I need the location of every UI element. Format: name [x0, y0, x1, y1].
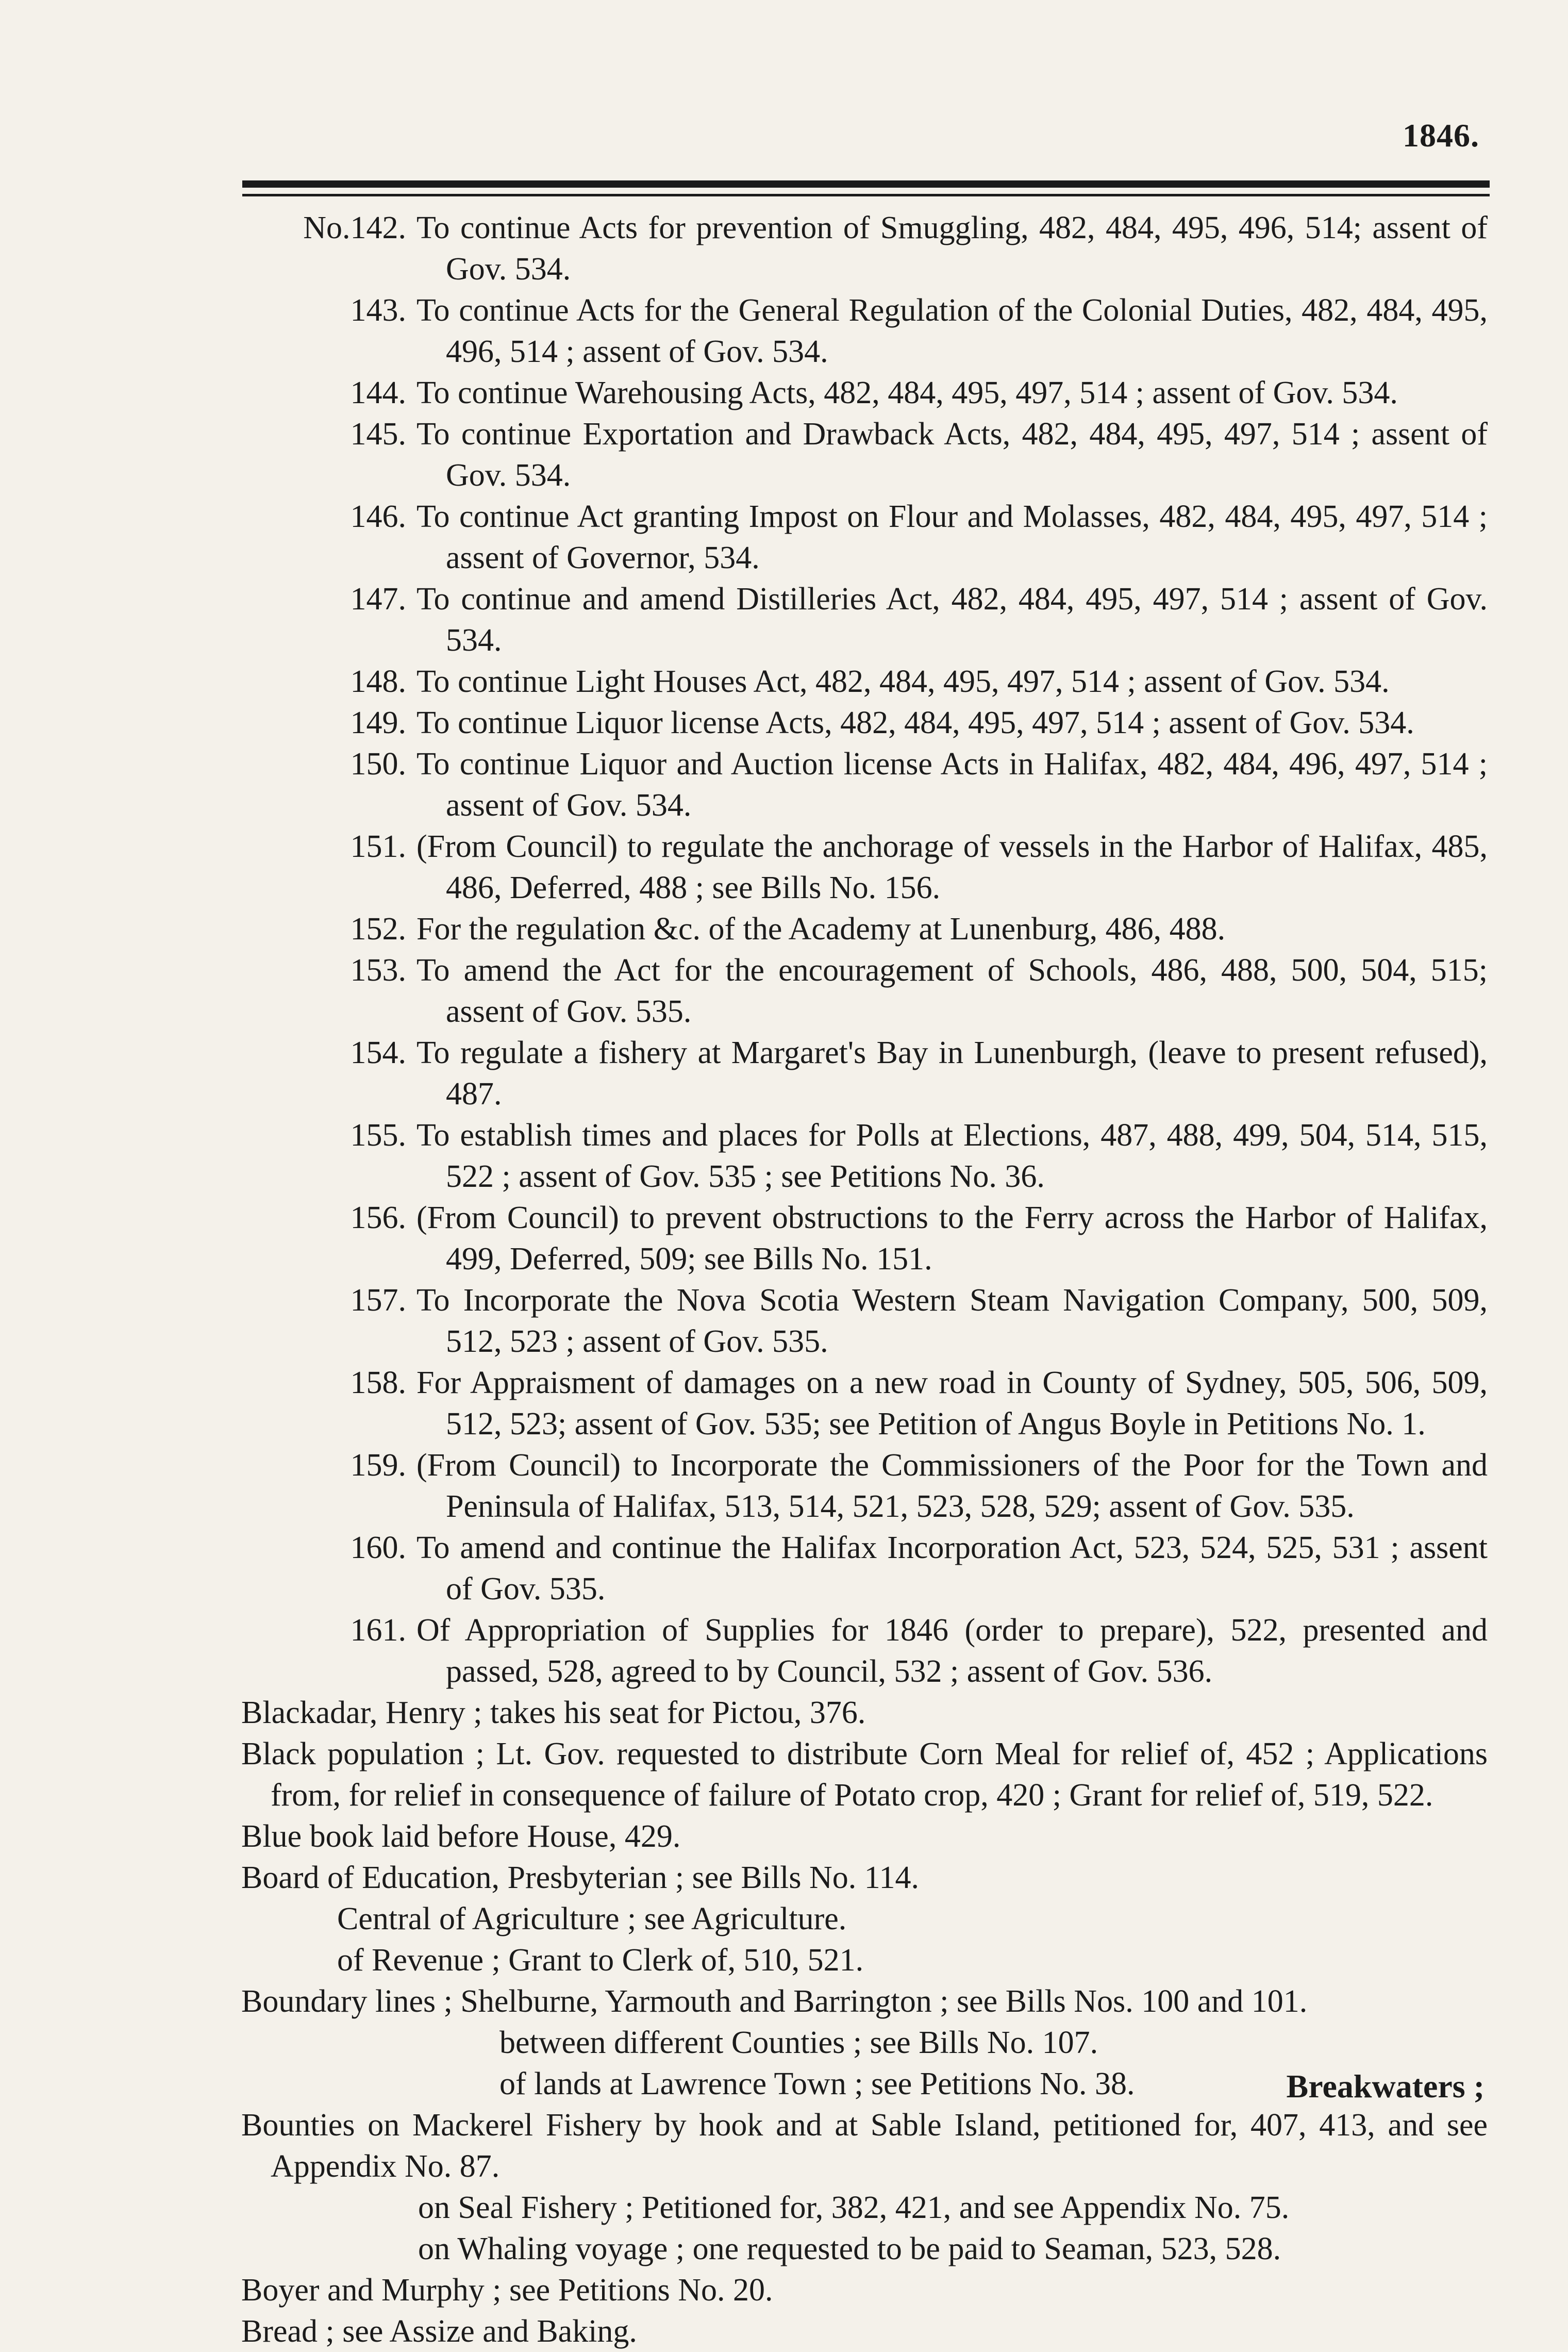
index-entry: Board of Education, Presbyterian ; see Bills No. 114. — [241, 1860, 919, 1895]
header-rule-thick — [242, 180, 1490, 188]
bill-number: 155. — [350, 1118, 406, 1153]
bill-number: 154. — [350, 1035, 406, 1070]
bill-number: 149. — [350, 705, 406, 740]
bill-entry — [241, 743, 1488, 826]
bill-text: To continue Warehousing Acts, 482, 484, 495, 497, 514 ; assent of Gov. 534. — [416, 375, 1398, 410]
bill-entry — [241, 661, 1488, 702]
bill-number: 157. — [350, 1283, 406, 1318]
bill-text: To amend and continue the Halifax Incorporation Act, 523, 524, 525, 531 ; assent of Gov. 535. — [416, 1530, 1488, 1606]
bill-entry — [241, 1280, 1488, 1362]
bill-entry — [241, 1610, 1488, 1692]
bill-entry — [241, 413, 1488, 496]
bill-entry — [241, 578, 1488, 661]
bill-entry — [241, 702, 1488, 743]
bill-entry — [241, 207, 1488, 290]
bill-entry — [241, 1115, 1488, 1197]
bill-entry — [241, 496, 1488, 578]
bill-number: 158. — [350, 1365, 406, 1400]
catchword: Breakwaters ; — [1286, 2068, 1484, 2105]
index-content — [241, 207, 1488, 2352]
index-entry: Central of Agriculture ; see Agriculture. — [337, 1901, 847, 1936]
index-entry: Bread ; see Assize and Baking. — [241, 2314, 637, 2349]
bill-number: 159. — [350, 1448, 406, 1483]
index-entry: on Seal Fishery ; Petitioned for, 382, 421, and see Appendix No. 75. — [418, 2190, 1290, 2225]
bill-text: For Appraisment of damages on a new road in County of Sydney, 505, 506, 509, 512, 523; assent of Gov. 535; see Petition of Angus Boyle in Petitions No. 1. — [416, 1365, 1488, 1442]
bill-text: To continue Exportation and Drawback Acts, 482, 484, 495, 497, 514 ; assent of Gov. 534. — [416, 417, 1488, 493]
bill-text: To continue Acts for the General Regulation of the Colonial Duties, 482, 484, 495, 496, 514 ; assent of Gov. 534. — [416, 293, 1488, 369]
bill-entry — [241, 372, 1488, 413]
bill-number: No.142. — [303, 210, 406, 245]
header-rule-thin — [242, 194, 1490, 196]
bill-entry — [241, 1032, 1488, 1115]
index-entry: of lands at Lawrence Town ; see Petitions No. 38. — [499, 2066, 1135, 2101]
bill-text: For the regulation &c. of the Academy at Lunenburg, 486, 488. — [416, 912, 1226, 947]
bill-entry — [241, 826, 1488, 908]
bill-entry — [241, 1362, 1488, 1445]
bill-text: (From Council) to prevent obstructions to the Ferry across the Harbor of Halifax, 499, Deferred, 509; see Bills No. 151. — [416, 1200, 1488, 1277]
bill-number: 150. — [350, 747, 406, 782]
bill-number: 146. — [350, 499, 406, 534]
index-entry: between different Counties ; see Bills No. 107. — [499, 2025, 1098, 2060]
index-entries — [241, 1692, 1488, 2352]
bill-entry — [241, 908, 1488, 950]
page-year-header: 1846. — [1403, 117, 1479, 154]
index-entry: Bounties on Mackerel Fishery by hook and at Sable Island, petitioned for, 407, 413, and see Appendix No. 87. — [241, 2108, 1488, 2184]
bill-entry — [241, 1197, 1488, 1280]
bill-text: To continue and amend Distilleries Act, 482, 484, 495, 497, 514 ; assent of Gov. 534. — [416, 582, 1488, 658]
bill-number: 152. — [350, 912, 406, 947]
bill-number: 160. — [350, 1530, 406, 1565]
bill-number: 144. — [350, 375, 406, 410]
index-entry: of Revenue ; Grant to Clerk of, 510, 521. — [337, 1943, 864, 1978]
index-entry: Blue book laid before House, 429. — [241, 1819, 681, 1854]
bill-entry — [241, 1445, 1488, 1527]
index-entry: on Whaling voyage ; one requested to be paid to Seaman, 523, 528. — [418, 2231, 1281, 2266]
bills-list — [241, 207, 1488, 1692]
index-entry: Blackadar, Henry ; takes his seat for Pictou, 376. — [241, 1695, 866, 1730]
bill-text: Of Appropriation of Supplies for 1846 (order to prepare), 522, presented and passed, 528, agreed to by Council, 532 ; assent of Gov. 536. — [416, 1613, 1488, 1689]
index-entry: Boyer and Murphy ; see Petitions No. 20. — [241, 2273, 773, 2308]
bill-text: To continue Acts for prevention of Smuggling, 482, 484, 495, 496, 514; assent of Gov. 534. — [416, 210, 1488, 287]
bill-number: 161. — [350, 1613, 406, 1648]
bill-number: 148. — [350, 664, 406, 699]
bill-entry — [241, 290, 1488, 372]
bill-text: To continue Liquor and Auction license Acts in Halifax, 482, 484, 496, 497, 514 ; assent of Gov. 534. — [416, 747, 1488, 823]
bill-text: To amend the Act for the encouragement of Schools, 486, 488, 500, 504, 515; assent of Gov. 535. — [416, 953, 1488, 1029]
bill-number: 153. — [350, 953, 406, 988]
bill-entry — [241, 1527, 1488, 1610]
bill-text: To Incorporate the Nova Scotia Western Steam Navigation Company, 500, 509, 512, 523 ; assent of Gov. 535. — [416, 1283, 1488, 1359]
bill-text: (From Council) to Incorporate the Commissioners of the Poor for the Town and Peninsula of Halifax, 513, 514, 521, 523, 528, 529; assent of Gov. 535. — [416, 1448, 1488, 1524]
bill-text: To establish times and places for Polls at Elections, 487, 488, 499, 504, 514, 515, 522 ; assent of Gov. 535 ; see Petitions No. 36. — [416, 1118, 1488, 1194]
bill-text: To continue Liquor license Acts, 482, 484, 495, 497, 514 ; assent of Gov. 534. — [416, 705, 1414, 740]
bill-text: (From Council) to regulate the anchorage of vessels in the Harbor of Halifax, 485, 486, Deferred, 488 ; see Bills No. 156. — [416, 829, 1488, 905]
bill-number: 151. — [350, 829, 406, 864]
bill-text: To continue Light Houses Act, 482, 484, 495, 497, 514 ; assent of Gov. 534. — [416, 664, 1390, 699]
bill-number: 156. — [350, 1200, 406, 1235]
index-entry: Black population ; Lt. Gov. requested to distribute Corn Meal for relief of, 452 ; Applications from, for relief in consequence of failure of Potato crop, 420 ; Grant for relief of, 519, 522. — [241, 1736, 1488, 1813]
index-entry: Boundary lines ; Shelburne, Yarmouth and Barrington ; see Bills Nos. 100 and 101. — [241, 1984, 1308, 2019]
bill-number: 145. — [350, 417, 406, 452]
bill-text: To regulate a fishery at Margaret's Bay in Lunenburgh, (leave to present refused), 487. — [416, 1035, 1488, 1112]
bill-text: To continue Act granting Impost on Flour and Molasses, 482, 484, 495, 497, 514 ; assent of Governor, 534. — [416, 499, 1488, 575]
bill-number: 147. — [350, 582, 406, 617]
bill-entry — [241, 950, 1488, 1032]
bill-number: 143. — [350, 293, 406, 328]
